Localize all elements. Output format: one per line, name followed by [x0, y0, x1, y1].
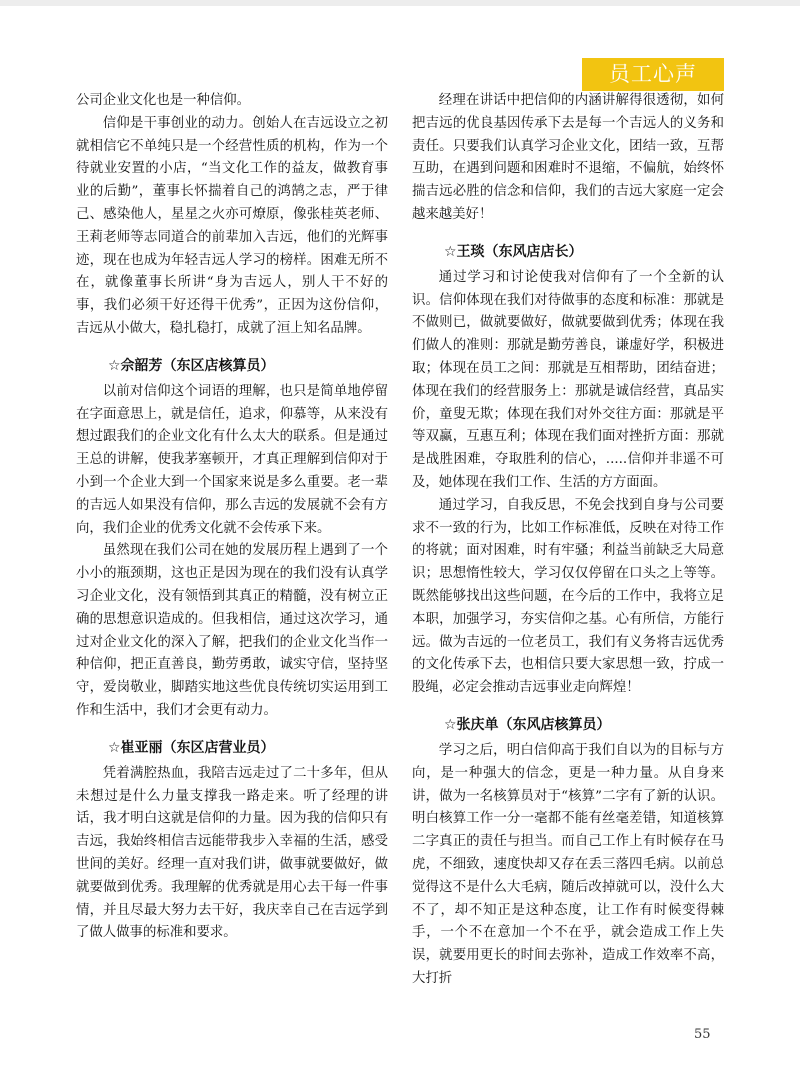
paragraph: 通过学习，自我反思，不免会找到自身与公司要求不一致的行为，比如工作标准低，反映在对待工作的将就；面对困难，时有牢骚；利益当前缺乏大局意识；思想惰性较大，学习仅仅停留在口头之上等等。既然能够找出这些问题，在今后的工作中，我将立足本职，加强学习，夯实信仰之基。心有所信，方能行远。做为吉远的一位老员工，我们有义务将吉远优秀的文化传承下去，也相信只要大家思想一致，拧成一股绳，必定会推动吉远事业走向辉煌！ — [412, 497, 724, 696]
paragraph: 公司企业文化也是一种信仰。 — [76, 93, 251, 108]
paragraph: 凭着满腔热血，我陪吉远走过了二十多年，但从未想过是什么力量支撑我一路走来。听了经理的讲话，我才明白这就是信仰的力量。因为我的信仰只有吉远，我始终相信吉远能带我步入幸福的生活，感受世间的美好。经理一直对我们讲，做事就要做好，做就要做到优秀。我理解的优秀就是用心去干每一件事情，并且尽最大努力去干好，我庆幸自己在吉远学到了做人做事的标准和要求。 — [76, 765, 388, 941]
page-top-edge — [0, 0, 800, 6]
page-number: 55 — [694, 1027, 711, 1042]
paragraph: 以前对信仰这个词语的理解，也只是简单地停留在字面意思上，就是信任，追求，仰慕等，从来没有想过跟我们的企业文化有什么太大的联系。但是通过王总的讲解，使我茅塞顿开，才真正理解到信仰对于小到一个企业大到一个国家来说是多么重要。老一辈的吉远人如果没有信仰，那么吉远的发展就不会有方向，我们企业的优秀文化就不会传承下来。 — [76, 383, 388, 536]
author-heading: ☆张庆单（东风店核算员） — [444, 716, 611, 733]
left-column — [76, 90, 388, 945]
author-heading: ☆王琰（东风店店长） — [444, 243, 583, 260]
author-heading: ☆崔亚丽（东区店营业员） — [108, 739, 275, 756]
author-heading: ☆佘韶芳（东区店核算员） — [108, 357, 275, 374]
paragraph: 经理在讲话中把信仰的内涵讲解得很透彻，如何把吉远的优良基因传承下去是每一个吉远人的义务和责任。只要我们认真学习企业文化，团结一致，互帮互助，在遇到问题和困难时不退缩，不偏航，始终怀揣吉远必胜的信念和信仰，我们的吉远大家庭一定会越来越美好！ — [412, 93, 724, 222]
right-column — [412, 90, 724, 991]
section-tag: 员工心声 — [582, 58, 724, 91]
paragraph: 虽然现在我们公司在她的发展历程上遇到了一个小小的瓶颈期，这也正是因为现在的我们没有认真学习企业文化，没有领悟到其真正的精髓，没有树立正确的思想意识造成的。但我相信，通过这次学习，通过对企业文化的深入了解，把我们的企业文化当作一种信仰，把正直善良，勤劳勇敢，诚实守信，坚持坚守，爱岗敬业，脚踏实地这些优良传统切实运用到工作和生活中，我们才会更有动力。 — [76, 543, 388, 718]
paragraph: 通过学习和讨论使我对信仰有了一个全新的认识。信仰体现在我们对待做事的态度和标准：那就是不做则已，做就要做好，做就要做到优秀；体现在我们做人的准则：那就是勤劳善良，谦虚好学，积极进取；体现在员工之间：那就是互相帮助，团结奋进；体现在我们的经营服务上：那就是诚信经营，真品实价，童叟无欺；体现在我们对外交往方面：那就是平等双赢，互惠互利；体现在我们面对挫折方面：那就是战胜困难，夺取胜利的信心，.....信仰并非遥不可及，她体现在我们工作、生活的方方面面。 — [412, 269, 724, 490]
paragraph: 信仰是干事创业的动力。创始人在吉远设立之初就相信它不单纯只是一个经营性质的机构，作为一个待就业安置的小店，“当文化工作的益友，做教育事业的后勤”，董事长怀揣着自己的鸿鹄之志，严于律己、感染他人，星星之火亦可燎原，像张桂英老师、王莉老师等志同道合的前辈加入吉远，他们的光辉事迹，现在也成为年轻吉远人学习的榜样。困难无所不在，就像董事长所讲“身为吉远人，别人干不好的事，我们必须干好还得干优秀”，正因为这份信仰，吉远从小做大，稳扎稳打，成就了洹上知名品牌。 — [76, 115, 388, 336]
paragraph: 学习之后，明白信仰高于我们自以为的目标与方向，是一种强大的信念，更是一种力量。从自身来讲，做为一名核算员对于“核算”二字有了新的认识。明白核算工作一分一毫都不能有丝毫差错，知道核算二字真正的责任与担当。而自己工作上有时候存在马虎，不细致，速度快却又存在丢三落四毛病。以前总觉得这不是什么大毛病，随后改掉就可以，没什么大不了，却不知正是这种态度，让工作有时候变得棘手，一个不在意加一个不在乎，就会造成工作上失误，就要用更长的时间去弥补，造成工作效率不高，大打折 — [412, 742, 724, 986]
